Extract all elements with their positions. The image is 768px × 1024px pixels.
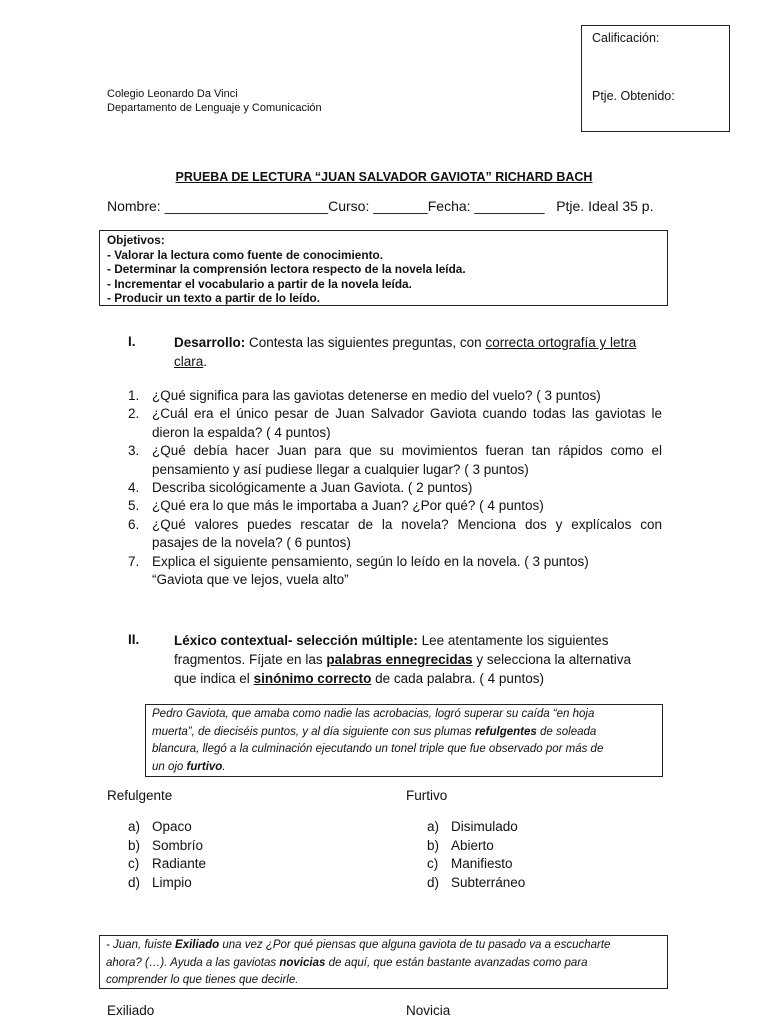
name-label: Nombre: xyxy=(107,198,161,214)
highlighted-words-phrase: palabras ennegrecidas xyxy=(326,652,473,667)
excerpt-text: de aquí, que están bastante avanzadas como para xyxy=(325,956,588,969)
question-number: 7. xyxy=(128,553,140,569)
question-text: Explica el siguiente pensamiento, según lo leído en la novela. ( 3 puntos) xyxy=(152,553,589,569)
question-item xyxy=(128,516,662,553)
section-1-period: . xyxy=(203,354,208,369)
grade-label: Calificación: xyxy=(592,31,660,45)
question-number: 6. xyxy=(128,516,140,532)
option-text: Radiante xyxy=(152,856,207,871)
word-title-refulgente: Refulgente xyxy=(107,788,173,803)
option-item[interactable] xyxy=(128,874,206,893)
objective-item: - Producir un texto a partir de lo leído. xyxy=(107,291,321,305)
keyword-novicias: novicias xyxy=(279,956,326,969)
option-item[interactable] xyxy=(427,837,525,856)
section-2-text: Lee atentamente los siguientes xyxy=(417,633,609,648)
school-info xyxy=(107,88,322,115)
objective-item: - Valorar la lectura como fuente de conocimiento. xyxy=(107,247,383,262)
option-letter: c) xyxy=(128,856,140,871)
excerpt-text: Pedro Gaviota, que amaba como nadie las acrobacias, logró superar su caída “en hoja xyxy=(152,708,595,720)
option-text: Abierto xyxy=(451,837,494,853)
section-1-underlined: correcta ortografía y letra xyxy=(485,335,637,350)
question-text: ¿Qué debía hacer Juan para que su movimientos fueran tan rápidos como el xyxy=(152,443,662,459)
test-title: PRUEBA DE LECTURA “JUAN SALVADOR GAVIOTA” RICHARD BACH xyxy=(175,170,593,184)
question-text: pensamiento y así pudiese llegar a cualquier lugar? ( 3 puntos) xyxy=(152,461,529,477)
section-2-text: fragmentos. Fíjate en las xyxy=(174,652,327,667)
option-letter: c) xyxy=(427,856,439,871)
question-quote: “Gaviota que ve lejos, vuela alto” xyxy=(152,572,349,588)
section-2-instructions xyxy=(174,631,664,688)
options-refulgente xyxy=(128,818,206,892)
option-text: Sombrío xyxy=(152,837,204,853)
question-number: 2. xyxy=(128,406,140,422)
excerpt-text: un ojo xyxy=(152,760,187,773)
excerpt-text: - Juan, fuiste xyxy=(106,939,176,951)
name-blank: _____________________ xyxy=(164,198,329,214)
section-2-text: y selecciona la alternativa xyxy=(472,652,631,667)
section-2-text: que indica el xyxy=(174,671,254,686)
grade-box xyxy=(581,25,730,132)
question-item xyxy=(128,442,662,479)
excerpt-text: ahora? (…). Ayuda a las gaviotas xyxy=(106,956,280,969)
course-label: Curso: xyxy=(328,198,370,214)
correct-synonym-phrase: sinónimo correcto xyxy=(253,671,372,686)
student-fields xyxy=(107,198,653,214)
question-text: pasajes de la novela? ( 6 puntos) xyxy=(152,535,351,551)
option-item[interactable] xyxy=(427,874,525,893)
score-obtained-label: Ptje. Obtenido: xyxy=(592,89,675,103)
excerpt-text: . xyxy=(222,760,226,773)
question-text: ¿Cuál era el único pesar de Juan Salvador Gaviota cuando todas las gaviotas le xyxy=(152,406,662,422)
question-text: ¿Qué era lo que más le importaba a Juan? ¿Por qué? ( 4 puntos) xyxy=(152,498,544,514)
objectives-box xyxy=(99,230,668,306)
department-name: Departamento de Lenguaje y Comunicación xyxy=(107,101,322,114)
question-text: Describa sicológicamente a Juan Gaviota. ( 2 puntos) xyxy=(152,480,473,496)
question-item xyxy=(128,479,662,497)
section-2-number: II. xyxy=(128,632,140,647)
question-number: 1. xyxy=(128,388,140,403)
question-item xyxy=(128,405,662,442)
option-text: Limpio xyxy=(152,874,192,890)
ideal-score: Ptje. Ideal 35 p. xyxy=(556,198,654,214)
objective-item: - Incrementar el vocabulario a partir de la novela leída. xyxy=(107,276,412,291)
section-1-instructions xyxy=(174,333,664,371)
option-letter: b) xyxy=(427,837,440,853)
excerpt-text: de soleada xyxy=(536,725,597,738)
question-item xyxy=(128,387,662,405)
option-item[interactable] xyxy=(427,818,525,837)
excerpt-box-2 xyxy=(99,935,668,989)
excerpt-text: muerta”, de dieciséis puntos, y al día siguiente con sus plumas xyxy=(152,725,475,738)
excerpt-text: comprender lo que tienes que decirle. xyxy=(106,974,299,986)
option-letter: d) xyxy=(128,874,141,890)
option-item[interactable] xyxy=(128,855,206,874)
excerpt-text: blancura, llegó a la culminación ejecutando un tonel triple que fue observado por más de xyxy=(152,743,604,755)
option-letter: d) xyxy=(427,874,440,890)
section-2-text: de cada palabra. ( 4 puntos) xyxy=(371,671,544,686)
question-text: ¿Qué valores puedes rescatar de la novela? Menciona dos y explícalos con xyxy=(152,516,662,532)
objectives-heading: Objetivos: xyxy=(107,233,165,247)
option-letter: a) xyxy=(427,819,440,834)
question-list xyxy=(128,387,662,589)
question-number: 4. xyxy=(128,480,140,496)
option-item[interactable] xyxy=(128,837,206,856)
options-furtivo xyxy=(427,818,525,892)
excerpt-box-1 xyxy=(145,704,663,777)
question-text: ¿Qué significa para las gaviotas detenerse en medio del vuelo? ( 3 puntos) xyxy=(152,388,601,403)
question-item xyxy=(128,553,662,590)
school-name: Colegio Leonardo Da Vinci xyxy=(107,88,238,100)
test-title-row xyxy=(0,170,768,184)
option-text: Opaco xyxy=(152,819,192,834)
option-item[interactable] xyxy=(128,818,206,837)
question-number: 5. xyxy=(128,498,140,514)
course-blank: _______ xyxy=(373,198,428,214)
option-text: Manifiesto xyxy=(451,856,513,871)
word-title-novicia: Novicia xyxy=(406,1003,451,1018)
keyword-furtivo: furtivo xyxy=(186,760,223,773)
option-item[interactable] xyxy=(427,855,525,874)
question-text: dieron la espalda? ( 4 puntos) xyxy=(152,424,331,440)
option-letter: b) xyxy=(128,837,141,853)
date-label: Fecha: xyxy=(427,198,471,214)
option-text: Disimulado xyxy=(451,819,518,834)
keyword-refulgentes: refulgentes xyxy=(474,725,537,738)
word-title-furtivo: Furtivo xyxy=(406,788,448,803)
section-1-number: I. xyxy=(128,334,136,349)
question-item xyxy=(128,497,662,515)
excerpt-text: una vez ¿Por qué piensas que alguna gaviota de tu pasado va a escucharte xyxy=(219,939,611,951)
section-2-title: Léxico contextual- selección múltiple: xyxy=(174,633,418,648)
option-letter: a) xyxy=(128,819,141,834)
section-1-title: Desarrollo: xyxy=(174,335,246,350)
section-1-text: Contesta las siguientes preguntas, con xyxy=(245,335,486,350)
keyword-exiliado: Exiliado xyxy=(175,939,220,951)
section-1-underlined-2: clara xyxy=(174,354,204,369)
option-text: Subterráneo xyxy=(451,874,526,890)
question-number: 3. xyxy=(128,443,140,459)
objective-item: - Determinar la comprensión lectora respecto de la novela leída. xyxy=(107,262,466,276)
date-blank: _________ xyxy=(474,198,545,214)
word-title-exiliado: Exiliado xyxy=(107,1003,155,1018)
